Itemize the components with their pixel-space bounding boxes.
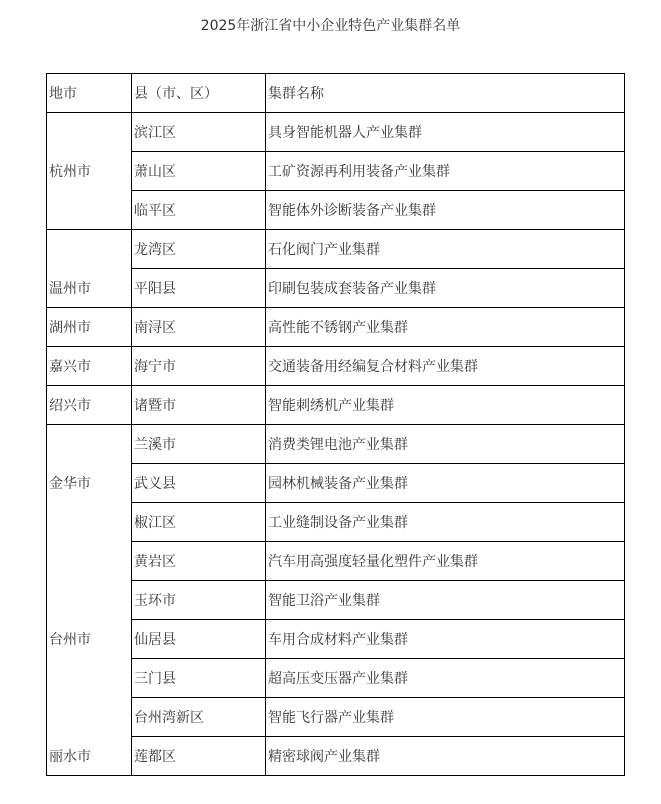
county-cell: 黄岩区 [132,542,266,581]
cluster-cell: 消费类锂电池产业集群 [266,425,625,464]
county-cell: 玉环市 [132,581,266,620]
header-city: 地市 [47,74,132,113]
county-cell: 平阳县 [132,269,266,308]
cluster-cell: 石化阀门产业集群 [266,230,625,269]
county-cell: 台州湾新区 [132,698,266,737]
table-row [47,425,625,464]
header-cluster: 集群名称 [266,74,625,113]
table-row [47,503,625,542]
county-cell: 临平区 [132,191,266,230]
city-cell: 湖州市 [47,308,132,347]
city-cell: 杭州市 [47,152,132,191]
city-cell [47,542,132,581]
cluster-cell: 交通装备用经编复合材料产业集群 [266,347,625,386]
cluster-cell: 智能飞行器产业集群 [266,698,625,737]
city-cell: 绍兴市 [47,386,132,425]
cluster-cell: 超高压变压器产业集群 [266,659,625,698]
county-cell: 海宁市 [132,347,266,386]
city-cell [47,113,132,152]
city-cell [47,698,132,737]
city-cell: 丽水市 [47,737,132,776]
city-cell: 台州市 [47,620,132,659]
cluster-cell: 智能刺绣机产业集群 [266,386,625,425]
table-row [47,659,625,698]
city-cell [47,425,132,464]
county-cell: 滨江区 [132,113,266,152]
table-header-row [47,74,625,113]
county-cell: 诸暨市 [132,386,266,425]
city-cell: 温州市 [47,269,132,308]
cluster-cell: 工业缝制设备产业集群 [266,503,625,542]
table-row [47,581,625,620]
document-title: 2025年浙江省中小企业特色产业集群名单 [200,18,461,34]
cluster-cell: 智能卫浴产业集群 [266,581,625,620]
table-row [47,230,625,269]
cluster-cell: 园林机械装备产业集群 [266,464,625,503]
table-row [47,113,625,152]
county-cell: 南浔区 [132,308,266,347]
table-row [47,191,625,230]
table-row [47,737,625,776]
table-row [47,386,625,425]
table-row [47,620,625,659]
table-row [47,464,625,503]
cluster-cell: 汽车用高强度轻量化塑件产业集群 [266,542,625,581]
county-cell: 武义县 [132,464,266,503]
city-cell [47,659,132,698]
table-row [47,152,625,191]
city-cell: 嘉兴市 [47,347,132,386]
county-cell: 椒江区 [132,503,266,542]
city-cell [47,581,132,620]
city-cell [47,503,132,542]
table-row [47,542,625,581]
table-row [47,347,625,386]
city-cell [47,191,132,230]
cluster-cell: 高性能不锈钢产业集群 [266,308,625,347]
cluster-table [46,73,625,776]
table-row [47,308,625,347]
cluster-cell: 车用合成材料产业集群 [266,620,625,659]
county-cell: 龙湾区 [132,230,266,269]
county-cell: 萧山区 [132,152,266,191]
county-cell: 莲都区 [132,737,266,776]
city-cell: 金华市 [47,464,132,503]
cluster-cell: 具身智能机器人产业集群 [266,113,625,152]
table-row [47,269,625,308]
county-cell: 仙居县 [132,620,266,659]
city-cell [47,230,132,269]
county-cell: 三门县 [132,659,266,698]
table-row [47,698,625,737]
cluster-cell: 精密球阀产业集群 [266,737,625,776]
cluster-cell: 印刷包装成套装备产业集群 [266,269,625,308]
cluster-cell: 工矿资源再利用装备产业集群 [266,152,625,191]
cluster-cell: 智能体外诊断装备产业集群 [266,191,625,230]
county-cell: 兰溪市 [132,425,266,464]
header-county: 县（市、区） [132,74,266,113]
